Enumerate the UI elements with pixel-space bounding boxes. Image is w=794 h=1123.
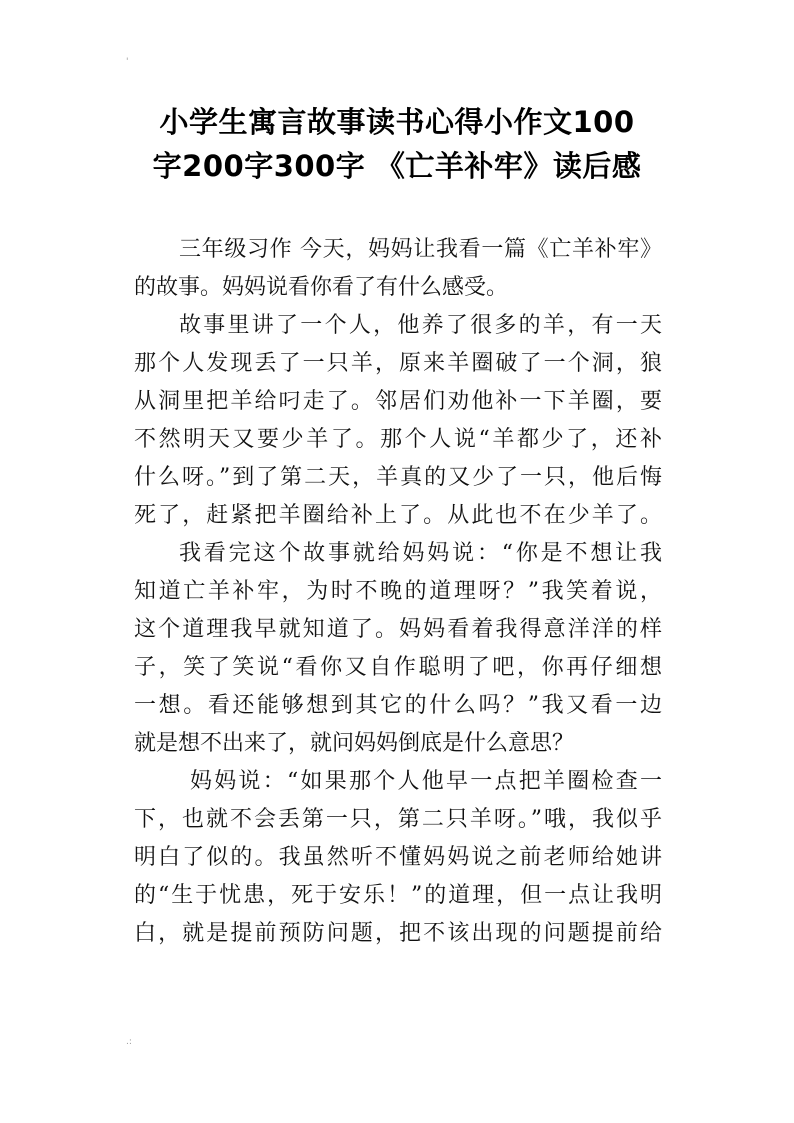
body-line-5: 从洞里把羊给叼走了。邻居们劝他补一下羊圈，要 (134, 389, 662, 414)
body-line-1: 三年级习作 今天，妈妈让我看一篇《亡羊补牢》 (179, 237, 662, 262)
body-line-19: 白，就是提前预防问题，把不该出现的问题提前给 (134, 921, 662, 946)
body-line-15: 妈妈说：“如果那个人他早一点把羊圈检查一 (190, 769, 662, 794)
body-line-8: 死了，赶紧把羊圈给补上了。从此也不在少羊了。 (134, 503, 662, 528)
body-line-2: 的故事。妈妈说看你看了有什么感受。 (134, 275, 509, 300)
body-line-11: 这个道理我早就知道了。妈妈看着我得意洋洋的样 (134, 617, 662, 642)
body-line-16: 下，也就不会丢第一只，第二只羊呀。”哦，我似乎 (134, 807, 662, 832)
body-line-3: 故事里讲了一个人，他养了很多的羊，有一天 (179, 313, 662, 338)
body-line-7: 什么呀。”到了第二天，羊真的又少了一只，他后悔 (134, 465, 662, 490)
body-line-6: 不然明天又要少羊了。那个人说“羊都少了，还补 (134, 427, 662, 452)
body-line-17: 明白了似的。我虽然听不懂妈妈说之前老师给她讲 (134, 845, 662, 870)
top-page-mark: ' (126, 57, 129, 67)
body-line-14: 就是想不出来了，就问妈妈倒底是什么意思？ (134, 731, 575, 756)
bottom-page-mark: .: (126, 1037, 132, 1047)
body-line-13: 一想。看还能够想到其它的什么吗？”我又看一边 (134, 693, 662, 718)
title-line-1: 小学生寓言故事读书心得小作文100 (159, 105, 635, 139)
title-line-2: 字200字300字 《亡羊补牢》读后感 (152, 149, 642, 183)
article-body (134, 231, 662, 953)
article-title (90, 100, 704, 188)
body-line-10: 知道亡羊补牢，为时不晚的道理呀？”我笑着说， (134, 579, 662, 604)
body-line-4: 那个人发现丢了一只羊，原来羊圈破了一个洞，狼 (134, 351, 662, 376)
body-line-12: 子，笑了笑说“看你又自作聪明了吧，你再仔细想 (134, 655, 662, 680)
body-line-18: 的“生于忧患，死于安乐！”的道理，但一点让我明 (134, 883, 662, 908)
body-line-9: 我看完这个故事就给妈妈说：“你是不想让我 (179, 541, 662, 566)
